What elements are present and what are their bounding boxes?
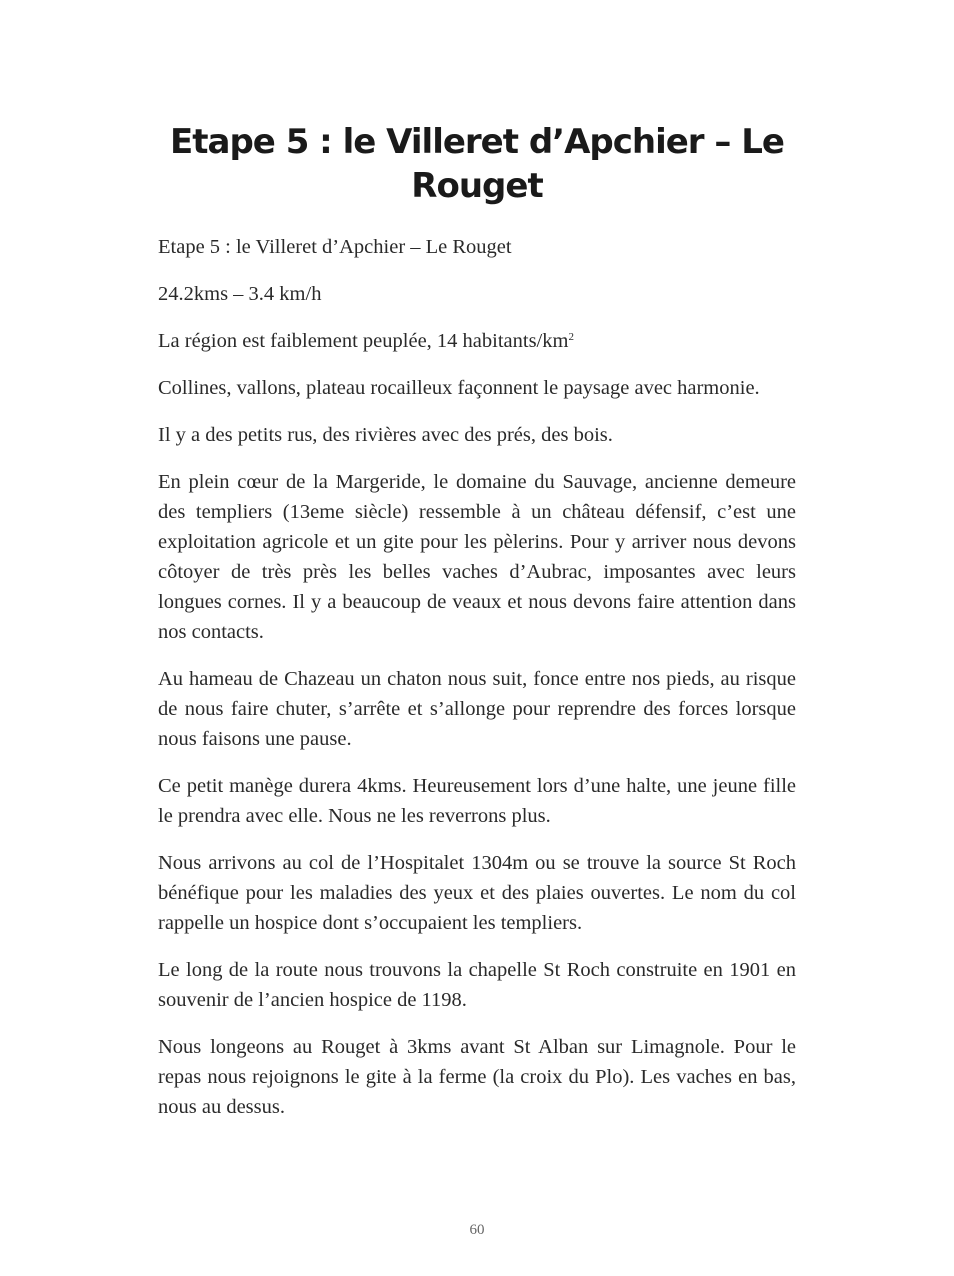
paragraph-chapel: Le long de la route nous trouvons la chapelle St Roch construite en 1901 en souvenir de l’ancien hospice de 1198. bbox=[158, 959, 796, 1011]
superscript-two: 2 bbox=[568, 331, 574, 343]
population-line bbox=[158, 326, 796, 356]
paragraph-streams: Il y a des petits rus, des rivières avec des prés, des bois. bbox=[158, 424, 613, 446]
population-text: La région est faiblement peuplée, 14 habitants/km bbox=[158, 330, 569, 352]
page-title: Etape 5 : le Villeret d’Apchier – Le Rouget bbox=[170, 122, 784, 206]
distance-speed-line: 24.2kms – 3.4 km/h bbox=[158, 283, 322, 305]
stage-heading-line: Etape 5 : le Villeret d’Apchier – Le Rouget bbox=[158, 236, 512, 258]
paragraph-hospitalet: Nous arrivons au col de l’Hospitalet 1304m ou se trouve la source St Roch bénéfique pour les maladies des yeux et des plaies ouvertes. Le nom du col rappelle un hospice dont s’occupaient les templiers. bbox=[158, 852, 796, 934]
paragraph-margeride: En plein cœur de la Margeride, le domaine du Sauvage, ancienne demeure des templiers (13eme siècle) ressemble à un château défensif, c’est une exploitation agricole et un gite pour les pèlerins. Pour y arriver nous devons côtoyer de très près les belles vaches d’Aubrac, imposantes avec leurs longues cornes. Il y a beaucoup de veaux et nous devons faire attention dans nos contacts. bbox=[158, 471, 796, 643]
paragraph-landscape: Collines, vallons, plateau rocailleux façonnent le paysage avec harmonie. bbox=[158, 377, 760, 399]
paragraph-rouget: Nous longeons au Rouget à 3kms avant St Alban sur Limagnole. Pour le repas nous rejoignons le gite à la ferme (la croix du Plo). Les vaches en bas, nous au dessus. bbox=[158, 1036, 796, 1118]
paragraph-chazeau: Au hameau de Chazeau un chaton nous suit, fonce entre nos pieds, au risque de nous faire chuter, s’arrête et s’allonge pour reprendre des forces lorsque nous faisons une pause. bbox=[158, 668, 796, 750]
paragraph-kitten: Ce petit manège durera 4kms. Heureusement lors d’une halte, une jeune fille le prendra avec elle. Nous ne les reverrons plus. bbox=[158, 775, 796, 827]
body-text bbox=[158, 232, 796, 1139]
page-number: 60 bbox=[469, 1222, 485, 1238]
